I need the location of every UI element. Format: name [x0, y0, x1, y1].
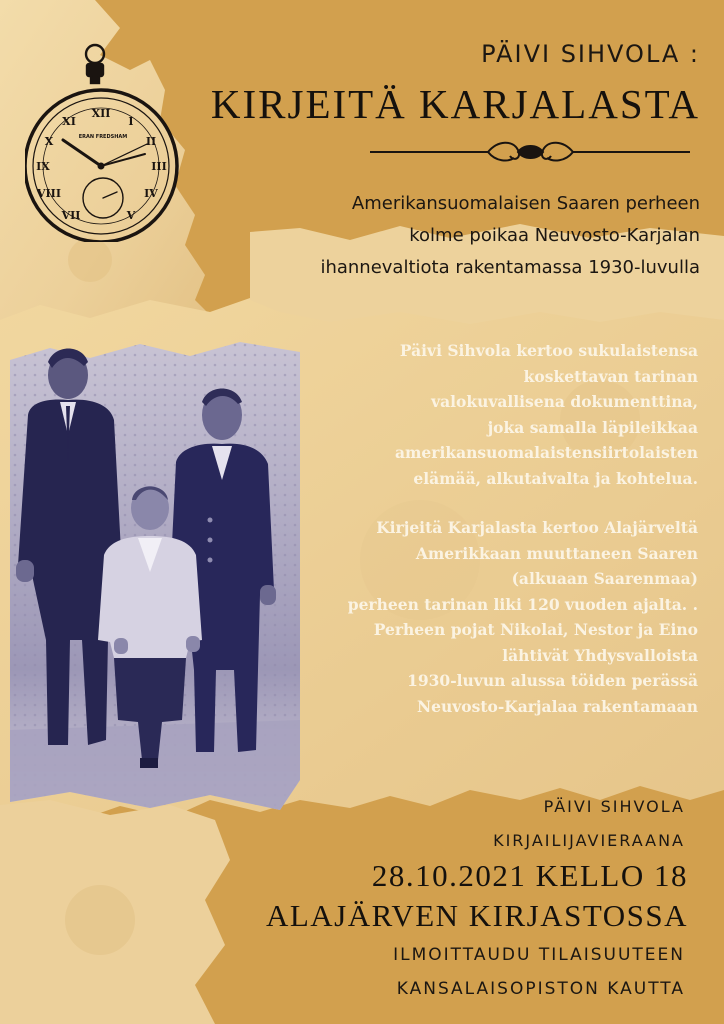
svg-text:XII: XII [91, 107, 111, 120]
svg-text:IV: IV [144, 187, 158, 200]
svg-text:V: V [126, 209, 136, 222]
page-title: KIRJEITÄ KARJALASTA [210, 81, 700, 127]
author-heading: PÄIVI SIHVOLA : [481, 40, 700, 68]
description-line: Kirjeitä Karjalasta kertoo Alajärveltä [376, 518, 698, 537]
flourish-divider-icon [368, 138, 693, 166]
description-line: lähtivät Yhdysvalloista [502, 645, 698, 665]
description-line: 1930-luvun alussa töiden perässä [407, 671, 698, 690]
description-line: joka samalla läpileikkaa [487, 417, 698, 437]
pocket-watch-icon [25, 42, 185, 242]
description-line: valokuvallisena dokumenttina, [431, 392, 698, 411]
guest-line: PÄIVI SIHVOLA [543, 797, 685, 816]
subtitle [220, 188, 700, 284]
event-place: ALAJÄRVEN KIRJASTOSSA [265, 898, 688, 933]
description-line: Neuvosto-Karjalaa rakentamaan [416, 696, 698, 716]
svg-text:I: I [128, 115, 134, 128]
watch-dial-text: ERAN FREDSHAM [78, 134, 128, 140]
guest-line: KIRJAILIJAVIERAANA [493, 831, 685, 850]
subtitle-line: kolme poikaa Neuvosto-Karjalan [409, 225, 700, 246]
description-line: perheen tarinan liki 120 vuoden ajalta. . [347, 594, 698, 614]
vintage-family-photo [10, 340, 300, 810]
svg-text:VII: VII [61, 209, 81, 222]
enrollment-info [300, 938, 685, 1006]
description-line: Päivi Sihvola kertoo sukulaistensa [399, 341, 698, 360]
subtitle-line: ihannevaltiota rakentamassa 1930-luvulla [320, 257, 700, 278]
guest-info [330, 790, 685, 858]
svg-text:II: II [145, 135, 157, 148]
event-details [200, 856, 688, 936]
description-line: Amerikkaan muuttaneen Saaren [415, 543, 698, 563]
description-paragraph [300, 515, 698, 719]
enroll-line: KANSALAISOPISTON KAUTTA [396, 979, 685, 999]
svg-text:X: X [44, 135, 54, 148]
svg-text:VIII: VIII [37, 187, 61, 200]
svg-text:IX: IX [36, 160, 50, 173]
description-line: elämää, alkutaivalta ja kohtelua. [413, 468, 698, 488]
description-paragraph [300, 338, 698, 491]
svg-text:III: III [151, 160, 167, 173]
svg-text:XI: XI [62, 115, 76, 128]
description-line: amerikansuomalaistensiirtolaisten [394, 443, 698, 462]
event-date: 28.10.2021 KELLO 18 [371, 858, 688, 893]
description-line: (alkuaan Saarenmaa) [511, 569, 698, 588]
description-line: Perheen pojat Nikolai, Nestor ja Eino [373, 620, 698, 639]
enroll-line: ILMOITTAUDU TILAISUUTEEN [393, 945, 685, 965]
description-text [300, 338, 698, 743]
description-line: koskettavan tarinan [523, 366, 698, 386]
subtitle-line: Amerikansuomalaisen Saaren perheen [351, 193, 700, 214]
